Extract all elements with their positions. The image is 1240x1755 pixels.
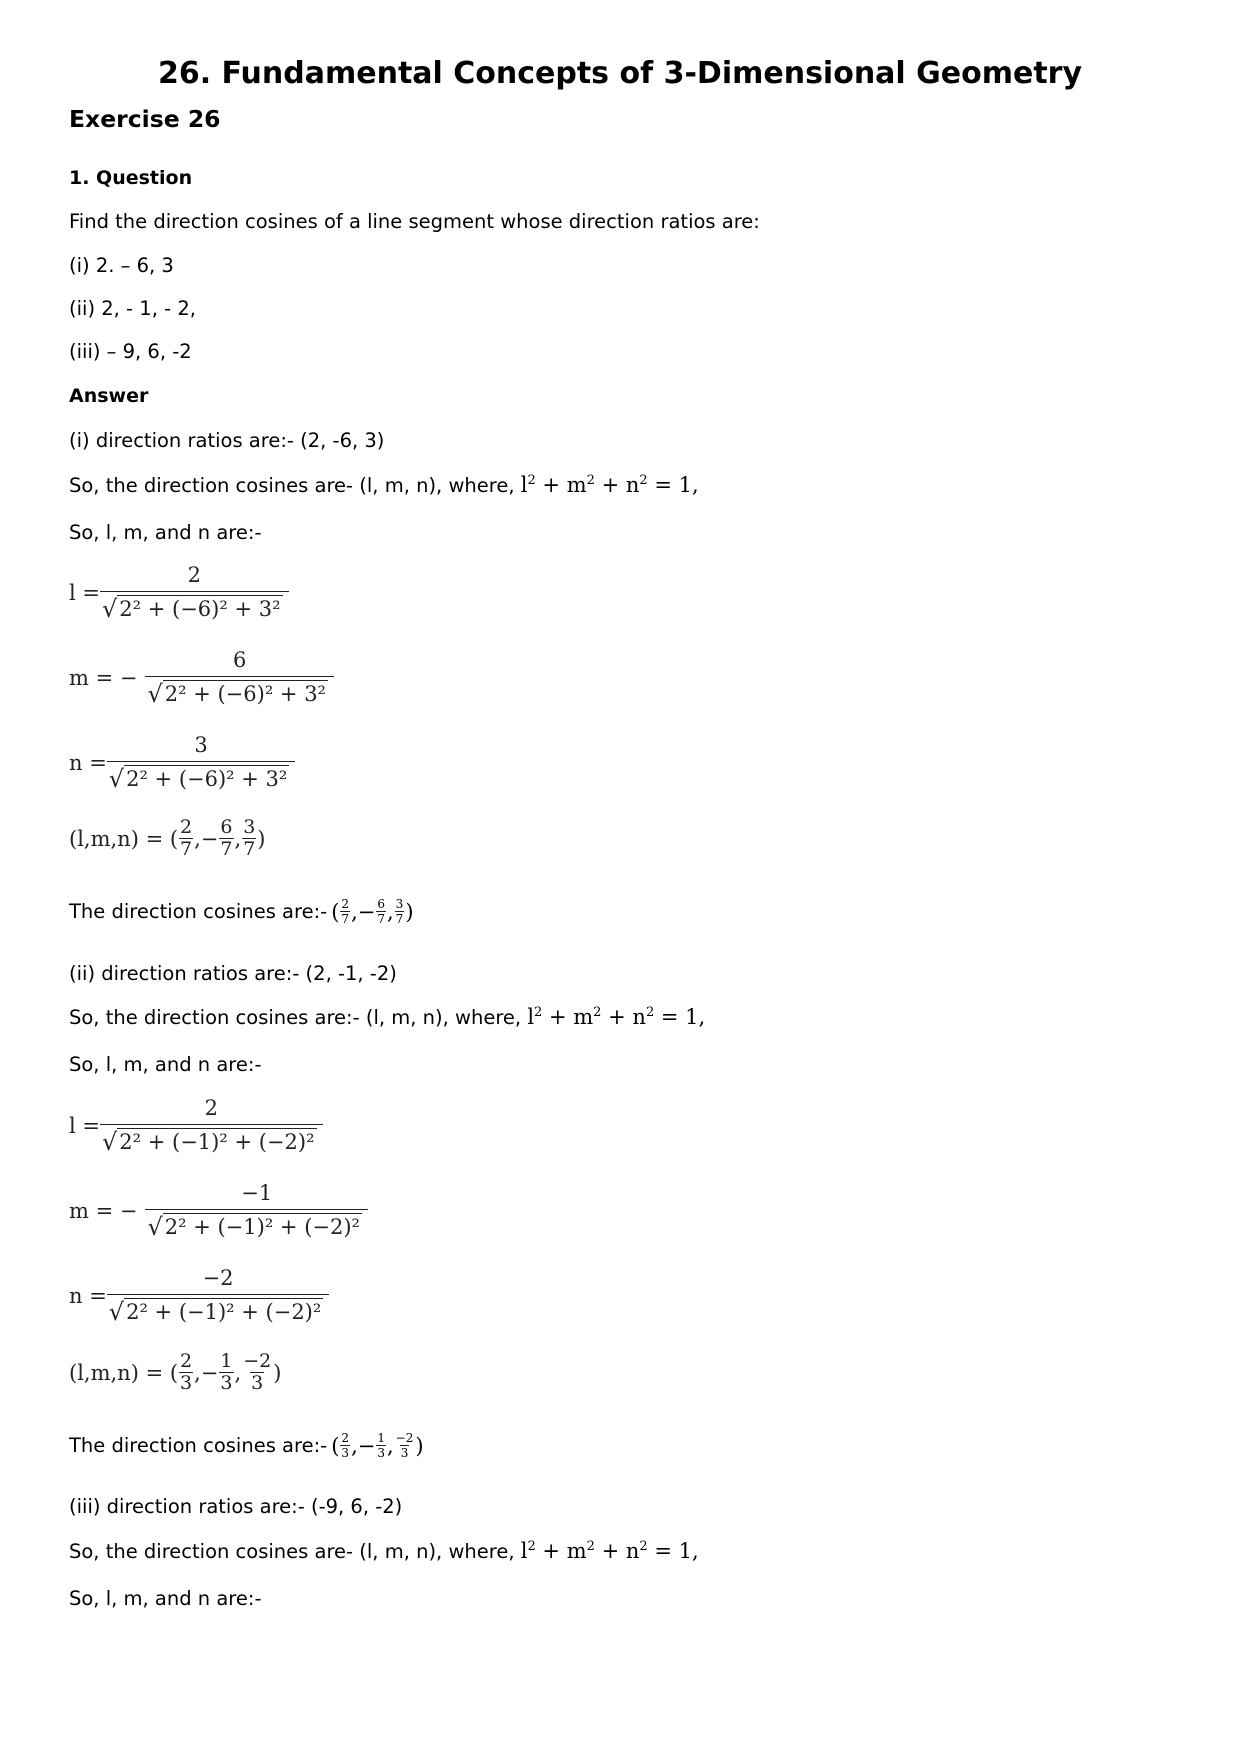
question-label: 1. Question [69,167,193,189]
n2-label: n = [69,1283,107,1308]
question-item-2: (ii) 2, - 1, - 2, [69,297,196,320]
part1-lmn-result: (l,m,n) = ( $\frac{2}{7}$ ,− $\frac{6}{7}$ , $\frac{3}{7}$ ) [69,816,266,860]
n-numerator: 3 [194,733,208,757]
res2-l-num: 2 [180,1350,193,1372]
res2-m-den: 3 [220,1372,233,1394]
l-radicand: 2² + (−6)² + 3² [119,597,281,621]
part1-ratios: (i) direction ratios are:- (2, -6, 3) [69,429,385,452]
m2-fraction: −1 √ 2² + (−1)² + (−2)² [145,1181,368,1240]
identity-equation-3: $l^2 + m^2 + n^2 = 1$, [520,1539,699,1563]
n-radicand: 2² + (−6)² + 3² [126,767,288,791]
l2-numerator: 2 [204,1096,218,1120]
l-numerator: 2 [187,563,201,587]
page-title: 26. Fundamental Concepts of 3-Dimensional Geometry [157,56,1083,91]
part2-lmn-intro: So, l, m, and n are:- [69,1053,262,1076]
c1-n-den: 7 [395,912,404,926]
res2-l-den: 3 [180,1372,193,1394]
lmn2-label: (l,m,n) = ( [69,1360,179,1385]
m-fraction: 6 √ 2² + (−6)² + 3² [145,648,334,707]
question-item-3: (iii) – 9, 6, -2 [69,340,192,363]
part2-conclusion-text: The direction cosines are:- [69,1434,328,1457]
part2-cosines-text: So, the direction cosines are:- (l, m, n), where, [69,1006,522,1029]
part1-conclusion [69,898,414,925]
c2-n-den: 3 [400,1446,409,1460]
part1-conclusion-text: The direction cosines are:- [69,900,328,923]
c1-m-num: 6 [377,897,385,911]
part1-conclusion-value: ( $\frac{2}{7}$ ,− $\frac{6}{7}$ , $\frac{3}{7}$ ) [331,897,414,926]
m-radicand: 2² + (−6)² + 3² [164,682,326,706]
part3-ratios: (iii) direction ratios are:- (-9, 6, -2) [69,1495,403,1518]
part1-cosines-intro [69,473,699,497]
m2-radicand: 2² + (−1)² + (−2)² [164,1215,360,1239]
part1-l-equation [69,563,289,622]
res-l-den: 7 [180,838,193,860]
identity-equation: $l^2 + m^2 + n^2 = 1$, [520,473,699,497]
part1-cosines-text: So, the direction cosines are- (l, m, n), where, [69,474,515,497]
c2-l-den: 3 [341,1446,350,1460]
part2-n-equation [69,1266,329,1325]
res-m-num: 6 [220,816,233,838]
n-label: n = [69,750,107,775]
part2-conclusion [69,1432,424,1459]
part1-n-equation [69,733,295,792]
res-l-num: 2 [180,816,193,838]
part3-lmn-intro: So, l, m, and n are:- [69,1587,262,1610]
part3-cosines-text: So, the direction cosines are- (l, m, n), where, [69,1540,515,1563]
part2-lmn-result: (l,m,n) = ( $\frac{2}{3}$ ,− $\frac{1}{3}$ , $\frac{-2}{3}$ ) [69,1350,282,1394]
c2-l-num: 2 [341,1431,350,1445]
l2-radicand: 2² + (−1)² + (−2)² [119,1130,315,1154]
c1-l-den: 7 [341,912,350,926]
part2-conclusion-value: ( $\frac{2}{3}$ ,− $\frac{1}{3}$ , $\frac{-2}{3}$ ) [331,1431,424,1460]
l-fraction: 2 √ 2² + (−6)² + 3² [100,563,289,622]
exercise-heading: Exercise 26 [69,105,221,133]
res2-n-num: −2 [243,1350,272,1372]
n2-numerator: −2 [202,1266,234,1290]
m-numerator: 6 [233,648,247,672]
res2-m-num: 1 [220,1350,233,1372]
l-label: l = [69,580,100,605]
c1-l-num: 2 [341,897,350,911]
part1-lmn-intro: So, l, m, and n are:- [69,521,262,544]
res2-n-den: 3 [251,1372,264,1394]
part3-cosines-intro [69,1539,699,1563]
n2-fraction: −2 √ 2² + (−1)² + (−2)² [107,1266,330,1325]
l2-label: l = [69,1113,100,1138]
lmn-label: (l,m,n) = ( [69,826,179,851]
c2-n-num: −2 [395,1431,414,1445]
part2-ratios: (ii) direction ratios are:- (2, -1, -2) [69,962,397,985]
m2-numerator: −1 [241,1181,273,1205]
c2-m-num: 1 [377,1431,385,1445]
n-fraction: 3 √ 2² + (−6)² + 3² [107,733,296,792]
l2-fraction: 2 √ 2² + (−1)² + (−2)² [100,1096,323,1155]
res-n-num: 3 [243,816,256,838]
m2-label: m = − [69,1198,138,1223]
m-label: m = − [69,665,138,690]
c2-m-den: 3 [377,1446,385,1460]
part2-l-equation [69,1096,323,1155]
question-text: Find the direction cosines of a line segment whose direction ratios are: [69,210,760,233]
n2-radicand: 2² + (−1)² + (−2)² [126,1300,322,1324]
c1-n-num: 3 [395,897,404,911]
part1-m-equation [69,648,334,707]
part2-cosines-intro [69,1005,705,1029]
identity-equation-2: $l^2 + m^2 + n^2 = 1$, [527,1005,706,1029]
res-m-den: 7 [220,838,233,860]
res-n-den: 7 [243,838,256,860]
c1-m-den: 7 [377,912,385,926]
part2-m-equation [69,1181,368,1240]
answer-label: Answer [69,385,149,407]
question-item-1: (i) 2. – 6, 3 [69,254,174,277]
